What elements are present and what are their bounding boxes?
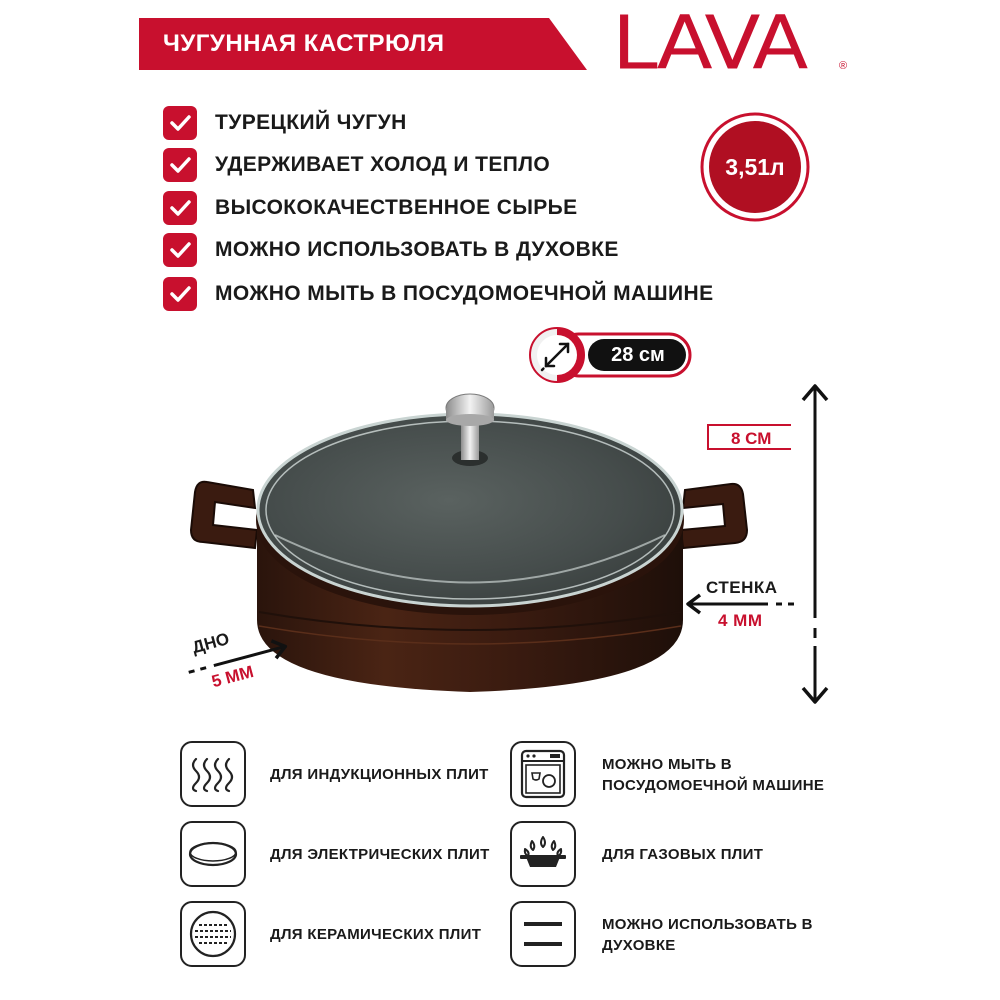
check-icon	[163, 191, 197, 225]
product-title: ЧУГУННАЯ КАСТРЮЛЯ	[163, 30, 445, 57]
electric-hob-icon	[180, 821, 246, 887]
wall-title: СТЕНКА	[706, 578, 778, 597]
height-arrow-icon	[795, 380, 835, 710]
oven-label-line2: ДУХОВКЕ	[602, 937, 676, 954]
oven-label	[602, 914, 813, 956]
ceramic-label: ДЛЯ КЕРАМИЧЕСКИХ ПЛИТ	[270, 926, 482, 943]
check-icon	[163, 148, 197, 182]
gas-burner-icon	[510, 821, 576, 887]
feature-label: ТУРЕЦКИЙ ЧУГУН	[215, 111, 407, 134]
bottom-title: ДНО	[190, 629, 232, 658]
feature-item	[163, 233, 803, 267]
electric-label: ДЛЯ ЭЛЕКТРИЧЕСКИХ ПЛИТ	[270, 846, 490, 863]
check-icon	[163, 106, 197, 140]
ceramic-hob-icon	[180, 901, 246, 967]
feature-item	[163, 277, 803, 311]
diameter-badge	[528, 326, 692, 384]
dishwasher-label-line1: МОЖНО МЫТЬ В	[602, 756, 732, 773]
volume-badge	[700, 112, 810, 222]
dishwasher-icon	[510, 741, 576, 807]
induction-icon	[180, 741, 246, 807]
registered-mark: ®	[839, 60, 848, 72]
feature-label: МОЖНО ИСПОЛЬЗОВАТЬ В ДУХОВКЕ	[215, 238, 619, 261]
title-banner	[139, 18, 587, 70]
diameter-value: 28 см	[611, 344, 665, 366]
bottom-value: 5 ММ	[209, 661, 256, 692]
dishwasher-label-line2: ПОСУДОМОЕЧНОЙ МАШИНЕ	[602, 777, 825, 794]
check-icon	[163, 277, 197, 311]
gas-label: ДЛЯ ГАЗОВЫХ ПЛИТ	[602, 846, 764, 863]
height-value: 8 СМ	[707, 424, 791, 450]
oven-label-line1: МОЖНО ИСПОЛЬЗОВАТЬ В	[602, 916, 813, 933]
feature-label: МОЖНО МЫТЬ В ПОСУДОМОЕЧНОЙ МАШИНЕ	[215, 282, 714, 305]
volume-value: 3,51л	[725, 154, 785, 180]
brand-logo: LAVA	[612, 0, 806, 87]
feature-label: УДЕРЖИВАЕТ ХОЛОД И ТЕПЛО	[215, 153, 551, 176]
check-icon	[163, 233, 197, 267]
dishwasher-label	[602, 754, 824, 796]
feature-label: ВЫСОКОКАЧЕСТВЕННОЕ СЫРЬЕ	[215, 196, 578, 219]
induction-label: ДЛЯ ИНДУКЦИОННЫХ ПЛИТ	[270, 766, 489, 783]
wall-value: 4 ММ	[718, 611, 763, 630]
oven-icon	[510, 901, 576, 967]
